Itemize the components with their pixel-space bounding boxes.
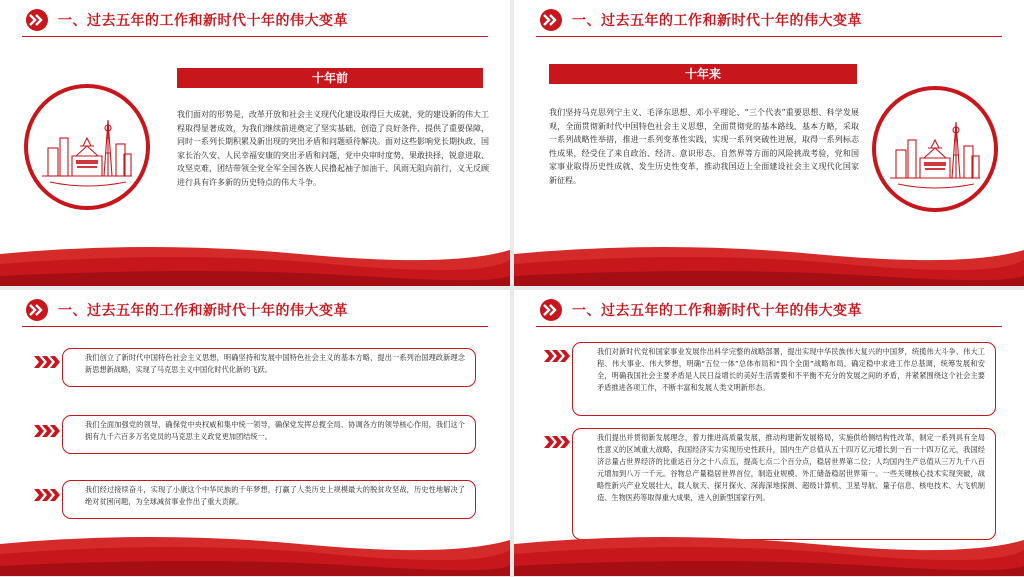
slide-past-decade: [514, 0, 1024, 286]
slide-achievements-2: [514, 290, 1024, 576]
slide-body-text: 我们面对的形势是，改革开放和社会主义现代化建设取得巨大成就，党的建设新的伟大工程取得显著成效，为我们继续前进奠定了坚实基础、创造了良好条件、提供了重要保障，同时一系列长期积累及新出现的突出矛盾和问题亟待解决。面对这些影响党长期执政、国家长治久安、人民幸福安康的突出矛盾和问题，党中央审时度势、果敢抉择，锐意进取、攻坚克难，团结带领全党全军全国各族人民撸起袖子加油干、风雨无阻向前行，义无反顾进行具有许多新的历史特点的伟大斗争。: [177, 110, 489, 187]
decorative-wave: [0, 526, 510, 576]
slide-header: [540, 9, 862, 31]
double-chevron-icon: [540, 9, 562, 31]
double-chevron-icon: [26, 9, 48, 31]
triple-chevron-icon: [544, 350, 570, 362]
section-title: 一、过去五年的工作和新时代十年的伟大变革: [572, 303, 862, 319]
double-chevron-icon: [540, 299, 562, 321]
section-title: 一、过去五年的工作和新时代十年的伟大变革: [58, 13, 348, 29]
double-chevron-icon: [26, 299, 48, 321]
slide-header: [540, 299, 862, 321]
list-item: 我们经过接续奋斗，实现了小康这个中华民族的千年梦想，打赢了人类历史上规模最大的脱贫攻坚战，历史性地解决了绝对贫困问题，为全球减贫事业作出了重大贡献。: [62, 480, 476, 519]
list-item: 我们全面加强党的领导，确保党中央权威和集中统一领导，确保党发挥总揽全局、协调各方的领导核心作用，我们这个拥有九千六百多万名党员的马克思主义政党更加团结统一。: [62, 415, 476, 454]
slide-body-text: 我们坚持马克思列宁主义、毛泽东思想、邓小平理论、“三个代表”重要思想、科学发展观，全面贯彻新时代中国特色社会主义思想，全面贯彻党的基本路线、基本方略，采取一系列战略性举措，推进一系列变革性实践，实现一系列突破性进展，取得一系列标志性成果，经受住了来自政治、经济、意识形态、自然界等方面的风险挑战考验，党和国家事业取得历史性成就、发生历史性变革，推动我国迈上全面建设社会主义现代化国家新征程。: [549, 108, 859, 185]
triple-chevron-icon: [34, 489, 60, 501]
slide-header: [26, 299, 348, 321]
triple-chevron-icon: [544, 436, 570, 448]
list-item: 我们对新时代党和国家事业发展作出科学完整的战略部署，提出实现中华民族伟大复兴的中国梦，统揽伟大斗争、伟大工程、伟大事业、伟大梦想，明确“五位一体”总体布局和“四个全面”战略布局，确定稳中求进工作总基调，统筹发展和安全，明确我国社会主要矛盾是人民日益增长的美好生活需要和不平衡不充分的发展之间的矛盾，并紧紧围绕这个社会主要矛盾推进各项工作，不断丰富和发展人类文明新形态。: [572, 342, 996, 416]
decorative-wave: [514, 526, 1024, 576]
cityscape-illustration: [872, 86, 998, 212]
triple-chevron-icon: [34, 425, 60, 437]
section-title: 一、过去五年的工作和新时代十年的伟大变革: [572, 13, 862, 29]
slide-header: [26, 9, 348, 31]
header-divider: [22, 326, 488, 327]
header-divider: [536, 36, 1002, 37]
header-divider: [536, 326, 1002, 327]
cityscape-illustration: [24, 84, 150, 210]
decorative-wave: [514, 236, 1024, 286]
decorative-wave: [0, 236, 510, 286]
triple-chevron-icon: [34, 356, 60, 368]
list-item: 我们提出并贯彻新发展理念，着力推进高质量发展，推动构建新发展格局，实施供给侧结构性改革，制定一系列具有全局性意义的区域重大战略，我国经济实力实现历史性跃升，国内生产总值从五十四万亿元增长到一百一十四万亿元，我国经济总量占世界经济的比重达百分之十八点五，提高七点二个百分点，稳居世界第二位；人均国内生产总值从三万九千八百元增加到八万一千元。谷物总产量稳居世界首位，制造业规模、外汇储备稳居世界第一。一些关键核心技术实现突破，战略性新兴产业发展壮大，载人航天、探月探火、深海深地探测、超级计算机、卫星导航、量子信息、核电技术、大飞机制造、生物医药等取得重大成果，进入创新型国家行列。: [572, 428, 996, 540]
banner-ten-years-ago: 十年前: [177, 68, 483, 88]
list-item: 我们创立了新时代中国特色社会主义思想，明确坚持和发展中国特色社会主义的基本方略，提出一系列治国理政新理念新思想新战略，实现了马克思主义中国化时代化新的飞跃。: [62, 348, 476, 387]
slide-achievements-1: [0, 290, 510, 576]
banner-past-decade: 十年来: [549, 64, 857, 84]
slide-ten-years-ago: [0, 0, 510, 286]
header-divider: [22, 36, 488, 37]
section-title: 一、过去五年的工作和新时代十年的伟大变革: [58, 303, 348, 319]
